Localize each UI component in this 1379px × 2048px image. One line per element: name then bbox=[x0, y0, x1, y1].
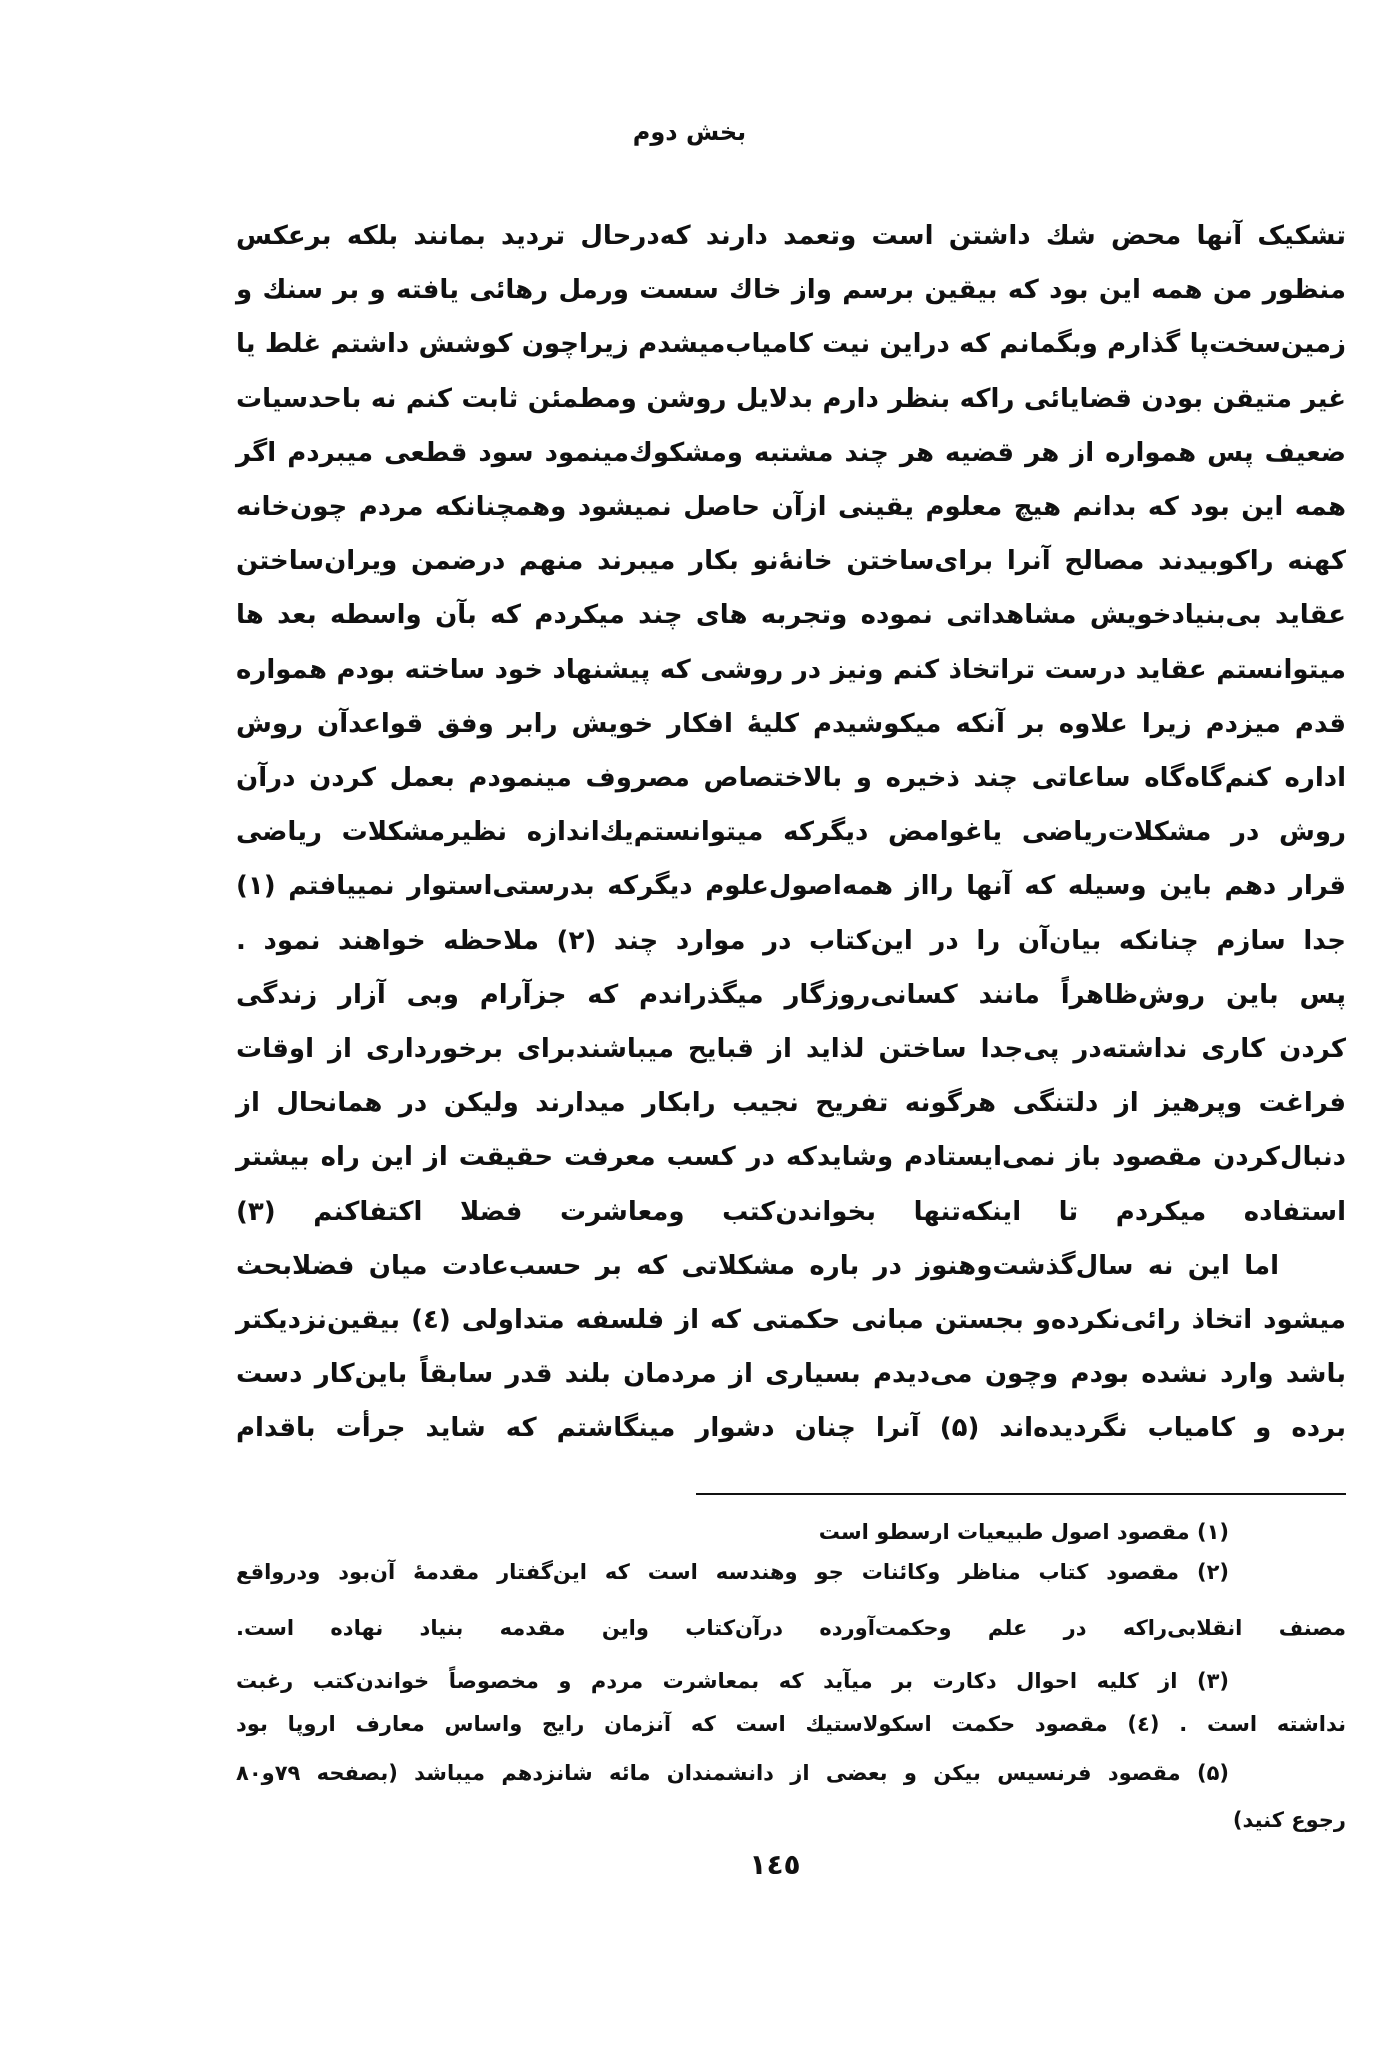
body-line: برده و کامیاب نگردیده‌اند (۵) آنرا چنان دشوار مینگاشتم که شاید جرأت باقدام bbox=[236, 1413, 1346, 1444]
footnote-line: نداشته است . (٤) مقصود حکمت اسکولاستیك است که آنزمان رایج واساس معارف اروپا بود bbox=[236, 1712, 1346, 1736]
footnote-line: (۳) از کلیه احوال دکارت بر میآید که بمعاشرت مردم و مخصوصاً خواندن‌کتب رغبت bbox=[236, 1669, 1229, 1693]
footnote-line: مصنف انقلابی‌راکه در علم وحکمت‌آورده درآن‌کتاب واین مقدمه بنیاد نهاده است. bbox=[236, 1616, 1346, 1640]
body-line: اداره کنم‌گاه‌گاه ساعاتی چند ذخیره و بالاختصاص مصروف مینمودم بعمل کردن درآن bbox=[236, 763, 1346, 793]
page-number: ۱٤٥ bbox=[749, 1848, 801, 1881]
body-line: تشکیک آنها محض شك داشتن است وتعمد دارند که‌درحال تردید بمانند بلکه برعکس bbox=[236, 221, 1346, 251]
body-line: دنبال‌کردن مقصود باز نمی‌ایستادم وشایدکه در کسب معرفت حقیقت از این راه بیشتر bbox=[236, 1142, 1346, 1173]
body-line: زمین‌سخت‌پا گذارم وبگمانم که دراین نیت کامیاب‌میشدم زیراچون کوشش داشتم غلط یا bbox=[236, 329, 1346, 360]
body-line: ضعیف پس همواره از هر قضیه هر چند مشتبه ومشکوك‌مینمود سود قطعی میبردم اگر bbox=[236, 437, 1346, 468]
footnote-line: (۵) مقصود فرنسیس بیکن و بعضی از دانشمندان مائه شانزدهم میباشد (بصفحه ۷۹و۸۰ bbox=[236, 1761, 1229, 1785]
section-header: بخش دوم bbox=[632, 118, 747, 146]
body-line: استفاده میکردم تا اینکه‌تنها بخواندن‌کتب ومعاشرت فضلا اکتفاکنم (۳) bbox=[236, 1196, 1346, 1227]
footnote-line: (۲) مقصود کتاب مناظر وکائنات جو وهندسه است که این‌گفتار مقدمهٔ آن‌بود ودرواقع bbox=[236, 1560, 1229, 1584]
footnote-separator bbox=[696, 1493, 1346, 1495]
body-line: میشود اتخاذ رائی‌نکرده‌و بجستن مبانی حکمتی که از فلسفه متداولی (٤) بیقین‌نزدیکتر bbox=[236, 1305, 1346, 1335]
body-line: عقاید بی‌بنیادخویش مشاهداتی نموده وتجربه های چند میکردم که بآن واسطه بعد ها bbox=[236, 600, 1346, 631]
body-line: باشد وارد نشده بودم وچون می‌دیدم بسیاری از مردمان بلند قدر سابقاً باین‌کار دست bbox=[236, 1359, 1346, 1390]
body-line: قرار دهم باین وسیله که آنها رااز همه‌اصول‌علوم دیگرکه بدرستی‌استوار نمییافتم (۱) bbox=[236, 871, 1346, 902]
body-line: اما این نه سال‌گذشت‌وهنوز در باره مشکلاتی که بر حسب‌عادت میان فضلابحث bbox=[236, 1250, 1279, 1281]
body-line: روش در مشکلات‌ریاضی یاغوامض دیگرکه میتوانستم‌یك‌اندازه نظیرمشکلات ریاضی bbox=[236, 817, 1346, 848]
footnote-line: رجوع کنید) bbox=[1232, 1808, 1346, 1832]
body-line: کردن کاری نداشته‌در پی‌جدا ساختن لذاید از قبایح میباشندبرای برخورداری از اوقات bbox=[236, 1034, 1346, 1064]
body-line: میتوانستم عقاید درست تراتخاذ کنم ونیز در روشی که پیشنهاد خود ساخته بودم همواره bbox=[236, 654, 1346, 685]
body-line: فراغت وپرهیز از دلتنگی هرگونه تفریح نجیب رابکار میدارند ولیکن در همانحال از bbox=[236, 1088, 1346, 1119]
body-line: جدا سازم چنانکه بیان‌آن را در این‌کتاب در موارد چند (۲) ملاحظه خواهند نمود . bbox=[236, 925, 1346, 956]
body-line: منظور من همه این بود که بیقین برسم واز خاك سست ورمل رهائی یافته و بر سنك و bbox=[236, 275, 1346, 306]
body-line: پس باین روش‌ظاهراً مانند کسانی‌روزگار میگذراندم که جزآرام وبی آزار زندگی bbox=[236, 979, 1346, 1010]
body-line: قدم میزدم زیرا علاوه بر آنکه میکوشیدم کلیهٔ افکار خویش رابر وفق قواعدآن روش bbox=[236, 708, 1346, 739]
body-line: کهنه راکوبیدند مصالح آنرا برای‌ساختن خانهٔ‌نو بکار میبرند منهم درضمن ویران‌ساختن bbox=[236, 546, 1346, 577]
body-line: غیر متیقن بودن قضایائی راکه بنظر دارم بدلایل روشن ومطمئن ثابت کنم نه باحدسیات bbox=[236, 383, 1346, 414]
footnote-line: (۱) مقصود اصول طبیعیات ارسطو است bbox=[818, 1520, 1229, 1544]
body-line: همه این بود که بدانم هیچ معلوم یقینی ازآن حاصل نمیشود وهمچنانکه مردم چون‌خانه bbox=[236, 492, 1346, 522]
